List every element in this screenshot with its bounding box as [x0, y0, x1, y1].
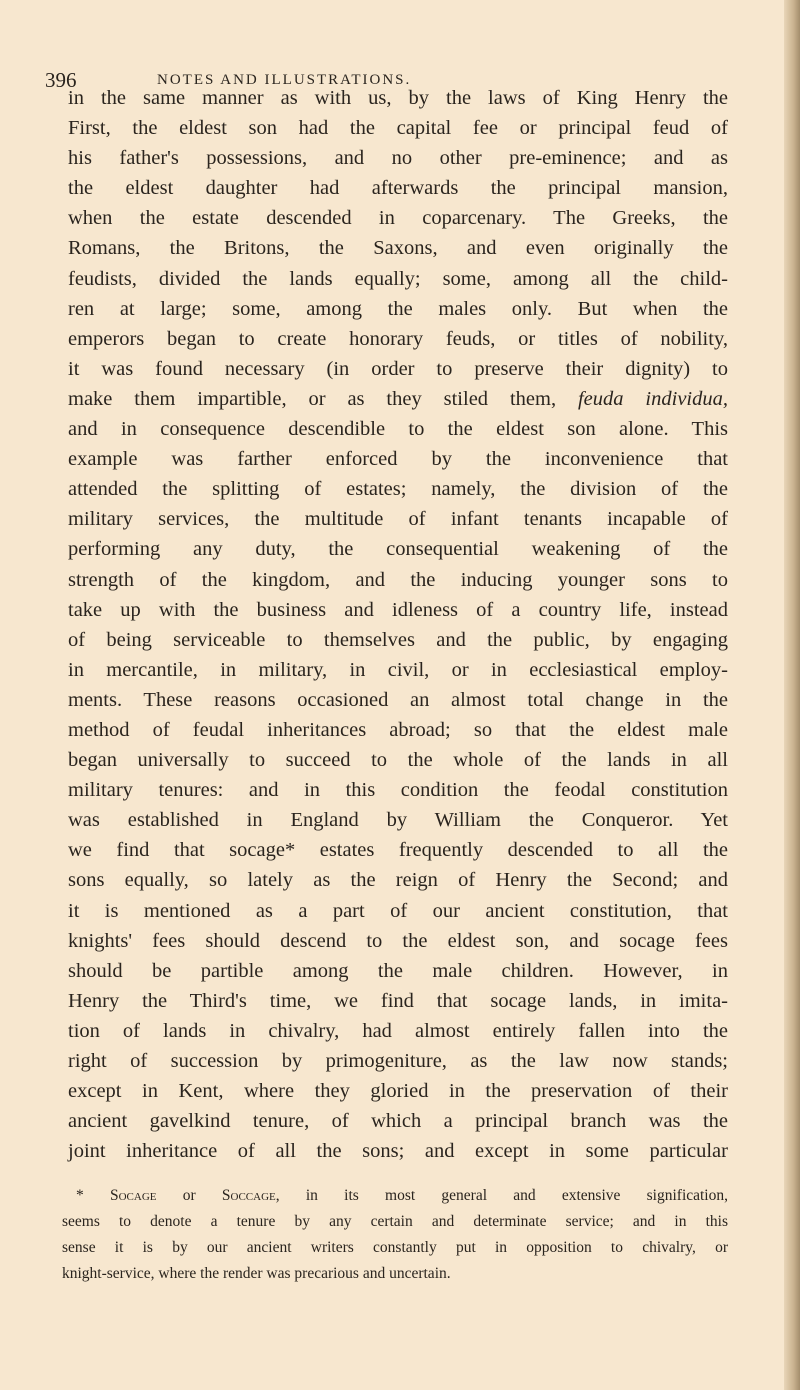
- body-line-text: when the estate descended in coparcenary. The Greeks, the: [68, 207, 728, 230]
- body-line-text: take up with the business and idleness of a country life, instead: [68, 598, 728, 621]
- body-line-text: his father's possessions, and no other pre-eminence; and as: [68, 147, 728, 170]
- footnote-text: , in its most general and extensive signification,: [275, 1187, 728, 1204]
- footnote-line: [62, 1235, 728, 1261]
- body-line-text: tion of lands in chivalry, had almost entirely fallen into the: [68, 1019, 728, 1042]
- body-line: [68, 926, 728, 956]
- body-line-text: right of succession by primogeniture, as the law now stands;: [68, 1050, 728, 1072]
- running-title: NOTES AND ILLUSTRATIONS.: [157, 72, 412, 88]
- body-line: [68, 1136, 728, 1166]
- body-line-text: example was farther enforced by the inconvenience that: [68, 448, 728, 471]
- body-line: [68, 143, 728, 173]
- body-line: [68, 203, 728, 233]
- body-line: [68, 354, 728, 384]
- body-line: [68, 264, 728, 294]
- body-line: [68, 865, 728, 895]
- body-line-text: military services, the multitude of infant tenants incapable of: [68, 508, 728, 531]
- body-line-text: ancient gavelkind tenure, of which a principal branch was the: [68, 1110, 728, 1133]
- body-line: [68, 1016, 728, 1046]
- body-line-text: ments. These reasons occasioned an almost total change in the: [68, 688, 728, 711]
- body-line: [68, 1106, 728, 1136]
- body-line-text: strength of the kingdom, and the inducing younger sons to: [68, 568, 728, 591]
- body-line: [68, 565, 728, 595]
- body-line-text: ren at large; some, among the males only. But when the: [68, 297, 728, 320]
- body-line: [68, 805, 728, 835]
- body-line-text: the eldest daughter had afterwards the principal mansion,: [68, 177, 728, 200]
- body-line: [68, 474, 728, 504]
- body-line-text: First, the eldest son had the capital fee or principal feud of: [68, 117, 728, 140]
- body-line-text: feudists, divided the lands equally; some, among all the child-: [68, 267, 728, 290]
- footnote-text: sense it is by our ancient writers constantly put in opposition to chivalry, or: [62, 1239, 728, 1256]
- body-line-text: it was found necessary (in order to preserve their dignity) to: [68, 357, 728, 380]
- body-line: [68, 1076, 728, 1106]
- body-line-text: of being serviceable to themselves and the public, by engaging: [68, 628, 728, 651]
- body-line-text: make them impartible, or as they stiled them, feuda individua,: [68, 387, 728, 410]
- footnote-text: or: [182, 1187, 196, 1204]
- body-line-text: in the same manner as with us, by the laws of King Henry the: [68, 87, 728, 109]
- body-line: [68, 1046, 728, 1076]
- body-line-text: was established in England by William the Conqueror. Yet: [68, 809, 728, 832]
- page-edge: [784, 0, 800, 1390]
- body-line: [68, 534, 728, 564]
- body-line: [68, 324, 728, 354]
- page-number: 396: [45, 68, 77, 92]
- body-line: [68, 444, 728, 474]
- body-line-text: should be partible among the male children. However, in: [68, 959, 728, 982]
- body-text: [68, 83, 728, 1166]
- body-line: [68, 625, 728, 655]
- body-line: [68, 956, 728, 986]
- body-line-text: in mercantile, in military, in civil, or in ecclesiastical employ-: [68, 658, 728, 681]
- body-line-text: we find that socage* estates frequently descended to all the: [68, 839, 728, 862]
- body-line-text: Henry the Third's time, we find that socage lands, in imita-: [68, 989, 728, 1012]
- body-line: [68, 384, 728, 414]
- body-line-text: Romans, the Britons, the Saxons, and even originally the: [68, 237, 728, 260]
- body-line-text: military tenures: and in this condition the feodal constitution: [68, 779, 728, 802]
- body-line-text: sons equally, so lately as the reign of Henry the Second; and: [68, 869, 728, 892]
- body-line-text: method of feudal inheritances abroad; so that the eldest male: [68, 718, 728, 741]
- body-line-text: attended the splitting of estates; namely, the division of the: [68, 478, 728, 501]
- footnote-line: [62, 1183, 728, 1209]
- body-line-text: joint inheritance of all the sons; and except in some particular: [68, 1140, 728, 1163]
- footnote: [62, 1183, 728, 1287]
- body-line-text: and in consequence descendible to the eldest son alone. This: [68, 418, 728, 441]
- body-line: [68, 294, 728, 324]
- body-line: [68, 775, 728, 805]
- body-line: [68, 83, 728, 113]
- body-line-text: except in Kent, where they gloried in the preservation of their: [68, 1080, 728, 1103]
- body-line: [68, 504, 728, 534]
- footnote-text: seems to denote a tenure by any certain and determinate service; and in this: [62, 1213, 728, 1230]
- footnote-term: Soccage: [221, 1187, 276, 1204]
- footnote-term: Socage: [109, 1187, 157, 1204]
- footnote-marker: *: [76, 1187, 84, 1204]
- body-line: [68, 414, 728, 444]
- body-line: [68, 715, 728, 745]
- footnote-line: [62, 1209, 728, 1235]
- body-line: [68, 835, 728, 865]
- body-line: [68, 986, 728, 1016]
- body-line-text: emperors began to create honorary feuds, or titles of nobility,: [68, 327, 728, 350]
- body-line: [68, 745, 728, 775]
- body-line: [68, 595, 728, 625]
- body-line-text: knights' fees should descend to the eldest son, and socage fees: [68, 929, 728, 952]
- footnote-text: knight-service, where the render was precarious and uncertain.: [62, 1265, 451, 1282]
- body-line: [68, 685, 728, 715]
- body-line: [68, 655, 728, 685]
- italic-phrase: feuda individua,: [577, 387, 728, 410]
- body-line-text: began universally to succeed to the whole of the lands in all: [68, 749, 728, 772]
- body-line-text: it is mentioned as a part of our ancient constitution, that: [68, 899, 728, 922]
- body-line: [68, 113, 728, 143]
- body-line-text: performing any duty, the consequential weakening of the: [68, 538, 728, 561]
- body-line: [68, 896, 728, 926]
- body-line: [68, 233, 728, 263]
- footnote-line: [62, 1261, 728, 1287]
- body-line: [68, 173, 728, 203]
